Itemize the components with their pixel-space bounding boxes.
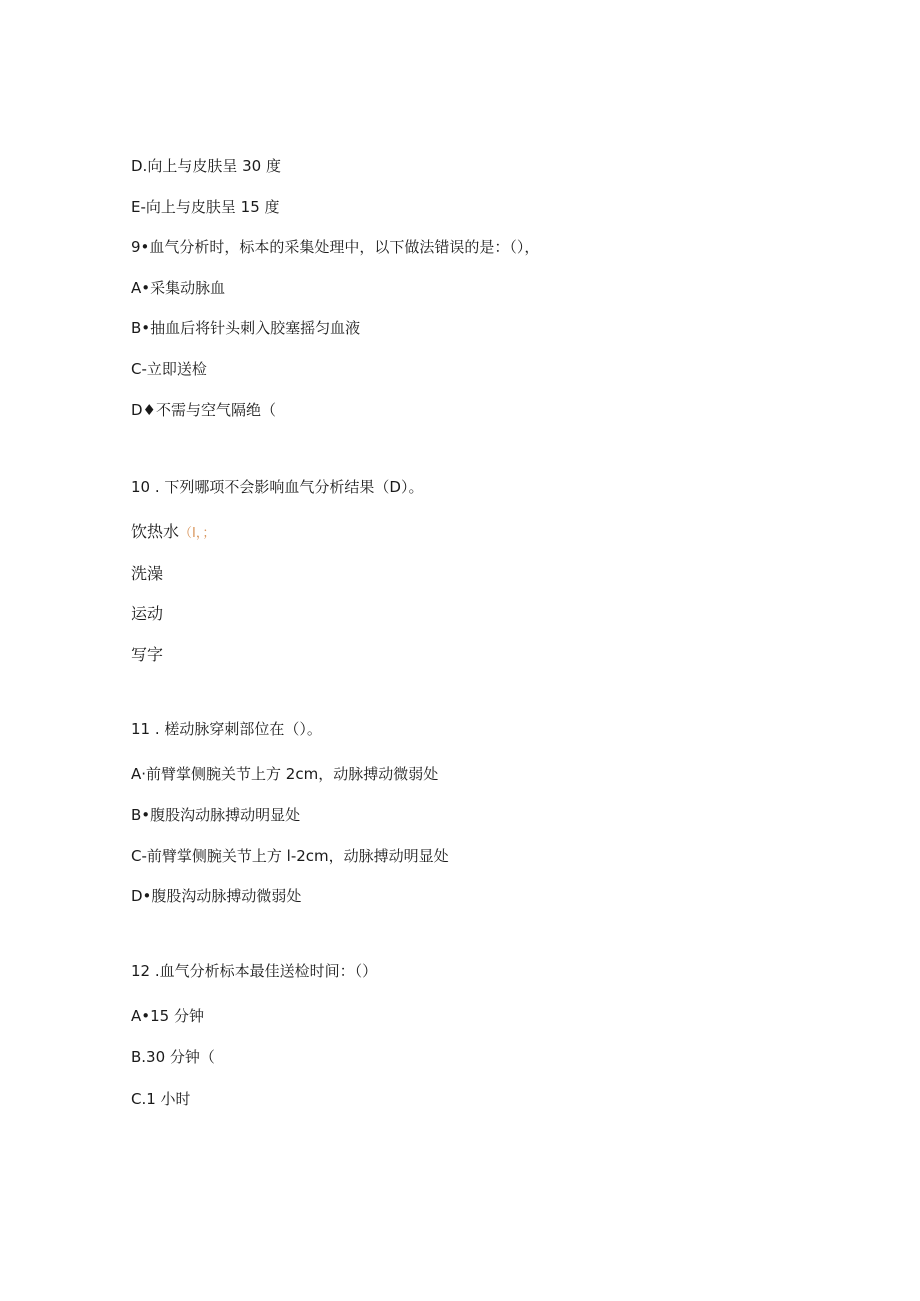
q11-option-c: C-前臂掌侧腕关节上方 l-2cm，动脉搏动明显处	[131, 847, 449, 865]
q10-option-1-mark: （I，；	[179, 526, 216, 541]
q12-option-b: B.30 分钟（	[131, 1048, 215, 1066]
q12-option-c: C.1 小时	[131, 1090, 191, 1108]
q10-option-1-text: 饮热水	[131, 522, 180, 541]
q8-option-e: E-向上与皮肤呈 15 度	[131, 198, 280, 216]
q12-option-a: A•15 分钟	[131, 1007, 204, 1025]
q8-option-d: D.向上与皮肤呈 30 度	[131, 157, 281, 175]
q10-option-4: 写字	[131, 645, 164, 664]
q9-option-b: B•抽血后将针头刺入胶塞摇匀血液	[131, 319, 361, 337]
q11-option-d: D•腹股沟动脉搏动微弱处	[131, 887, 302, 905]
q11-question: 11 . 槎动脉穿刺部位在（）。	[131, 720, 322, 738]
q10-question: 10 . 下列哪项不会影响血气分析结果（D）。	[131, 478, 424, 496]
q9-option-d: D♦不需与空气隔绝（	[131, 401, 276, 419]
q9-question: 9•血气分析时，标本的采集处理中，以下做法错误的是：（），	[131, 238, 540, 256]
q9-option-a: A•采集动脉血	[131, 279, 226, 297]
q10-option-1	[131, 522, 215, 544]
q11-option-b: B•腹股沟动脉搏动明显处	[131, 806, 301, 824]
q10-option-2: 洗澡	[131, 564, 164, 583]
q9-option-c: C-立即送检	[131, 360, 207, 378]
q10-option-3: 运动	[131, 604, 164, 623]
q11-option-a: A·前臂掌侧腕关节上方 2cm，动脉搏动微弱处	[131, 765, 439, 783]
q12-question: 12 .血气分析标本最佳送检时间：（）	[131, 962, 378, 980]
